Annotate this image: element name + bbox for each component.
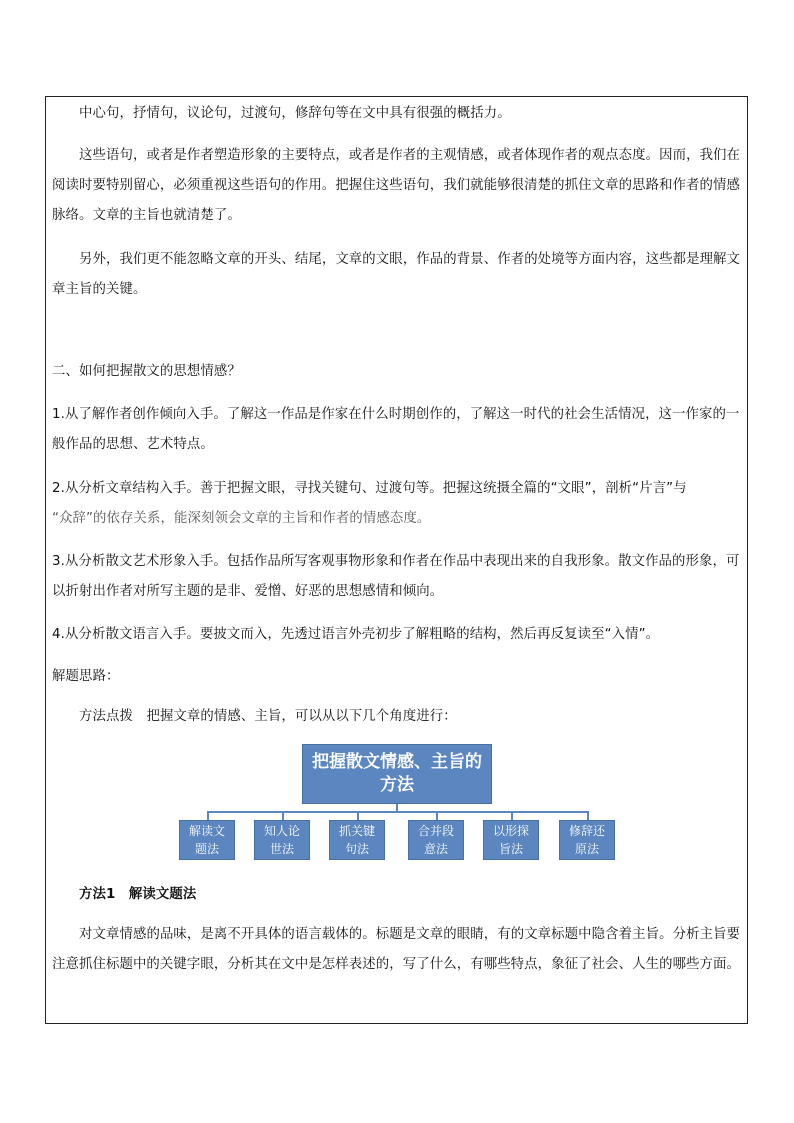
diagram-leaf-merge-paragraphs: 合并段意法: [408, 820, 464, 860]
list-item: 1.从了解作者创作倾向入手。了解这一作品是作家在什么时期创作的，了解这一时代的社会生活情况，这一作家的一般作品的思想、艺术特点。: [52, 407, 740, 452]
method-intro: 方法点拨 把握文章的情感、主旨，可以从以下几个角度进行：: [79, 709, 457, 724]
diagram-root-box: 把握散文情感、主旨的方法: [302, 744, 492, 804]
diagram-leaf-image-theme: 以形探旨法: [483, 820, 539, 860]
diagram-connector: [207, 811, 588, 813]
method1-body: 对文章情感的品味，是离不开具体的语言载体的。标题是文章的眼睛，有的文章标题中隐含着主旨。分析主旨要注意抓住标题中的关键字眼，分析其在文中是怎样表述的，写了什么，有哪些特点，象征了社会、人生的哪些方面。: [52, 927, 741, 972]
section-heading: 二、如何把握散文的思想情感？: [52, 364, 241, 379]
paragraph-key-sentences: 中心句，抒情句，议论句，过渡句，修辞句等在文中具有很强的概括力。: [79, 106, 511, 121]
diagram-leaf-title-reading: 解读文题法: [179, 820, 235, 860]
list-item-continuation: “众辞”的依存关系，能深刻领会文章的主旨和作者的情感态度。: [52, 511, 431, 526]
list-item: 4.从分析散文语言入手。要披文而入，先透过语言外壳初步了解粗略的结构，然后再反复读至“入情”。: [52, 627, 660, 642]
diagram-leaf-key-sentences: 抓关键句法: [329, 820, 385, 860]
list-item: 2.从分析文章结构入手。善于把握文眼，寻找关键句、过渡句等。把握这统摄全篇的“文眼”，剖析“片言”与: [52, 481, 687, 496]
diagram-leaf-author-context: 知人论世法: [254, 820, 310, 860]
diagram-leaf-rhetoric-restore: 修辞还原法: [559, 820, 615, 860]
paragraph-other-aspects: 另外，我们更不能忽略文章的开头、结尾，文章的文眼，作品的背景、作者的处境等方面内容，这些都是理解文章主旨的关键。: [52, 252, 741, 297]
paragraph-sentence-roles: 这些语句，或者是作者塑造形象的主要特点，或者是作者的主观情感，或者体现作者的观点态度。因而，我们在阅读时要特别留心，必须重视这些语句的作用。把握住这些语句，我们就能够很清楚的抓住文章的思路和作者的情感脉络。文章的主旨也就清楚了。: [52, 148, 741, 223]
list-item: 3.从分析散文艺术形象入手。包括作品所写客观事物形象和作者在作品中表现出来的自我形象。散文作品的形象，可以折射出作者对所写主题的是非、爱憎、好恶的思想感情和倾向。: [52, 554, 740, 599]
thinking-label: 解题思路：: [52, 669, 120, 684]
method1-title: 方法1 解读文题法: [79, 887, 197, 902]
